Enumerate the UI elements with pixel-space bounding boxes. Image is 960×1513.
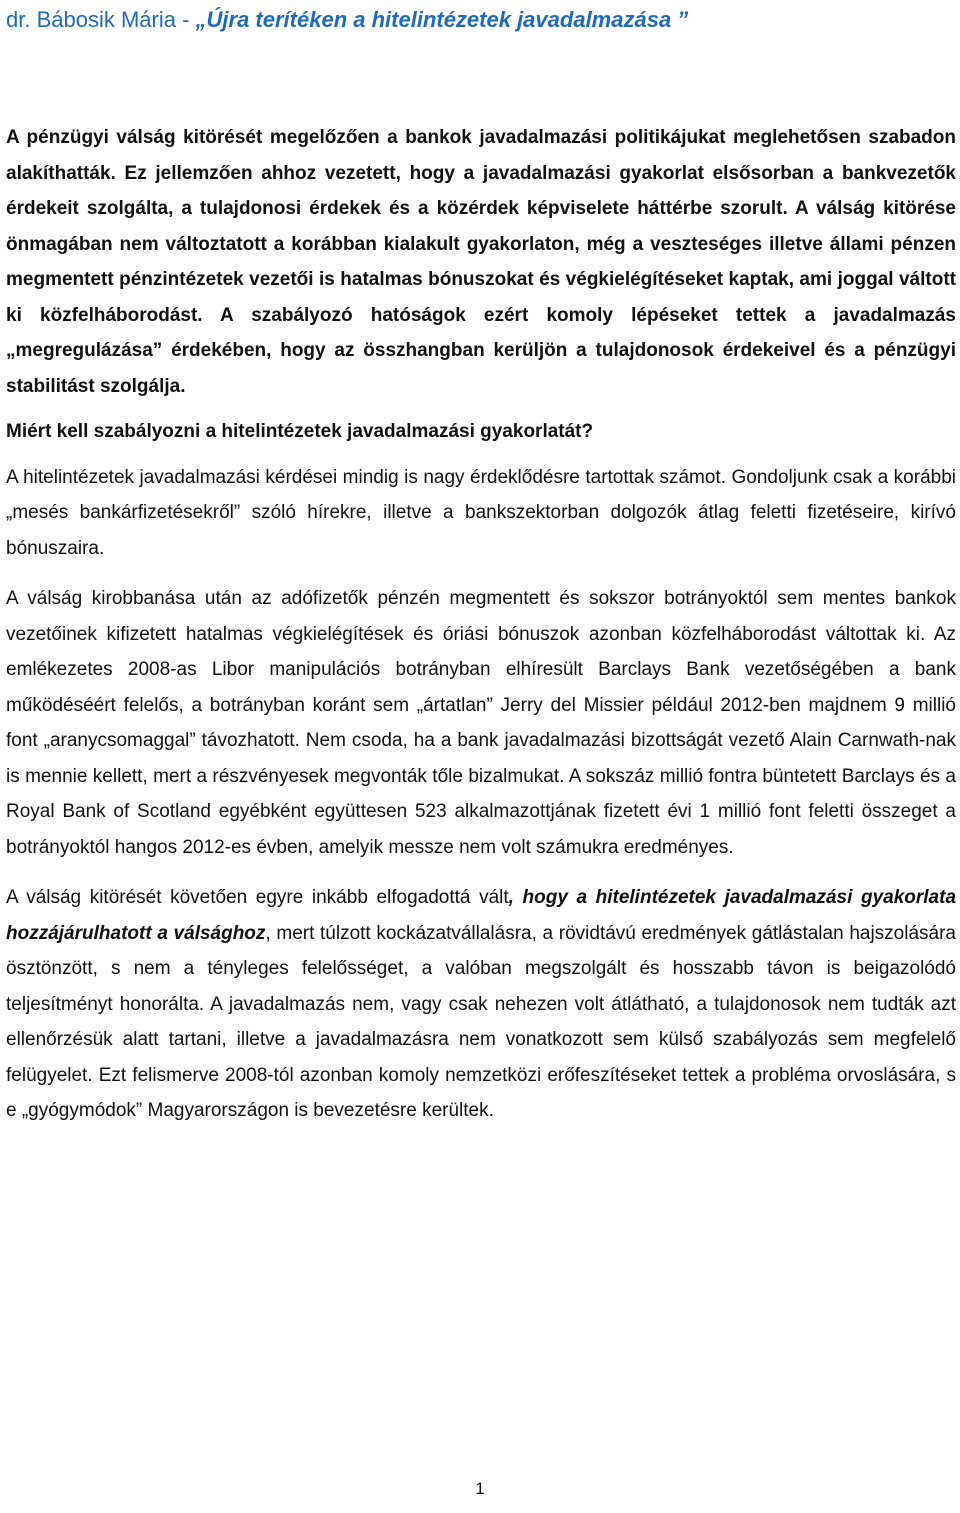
question-heading: Miért kell szabályozni a hitelintézetek javadalmazási gyakorlatát? [6,421,594,442]
paragraph-1: A hitelintézetek javadalmazási kérdései mindig is nagy érdeklődésre tartottak számot. Gondoljunk csak a korábbi „mesés bankárfizetésekről” szóló hírekre, illetve a bankszektorban dolgozók átlag feletti fizetéseire, kirívó bónuszaira. [6,466,956,559]
paragraph-3-end: , mert túlzott kockázatvállalásra, a rövidtávú eredmények gátlástalan hajszolására ösztönzött, s nem a tényleges felelősséget, a valóban megszolgált és hosszabb távon is beigazolódó teljesítményt honorálta. A javadalmazás nem, vagy csak nehezen volt átlátható, a tulajdonosok nem tudták azt ellenőrzésük alatt tartani, illetve a javadalmazásra nem vonatkozott sem külső szabályozás sem megfelelő felügyelet. Ezt felismerve 2008-tól azonban komoly nemzetközi erőfeszítéseket tettek a probléma orvoslására, s e „gyógymódok” Magyarországon is bevezetésre kerültek. [6,922,956,1121]
intro-paragraph: A pénzügyi válság kitörését megelőzően a bankok javadalmazási politikájukat meglehetősen szabadon alakíthatták. Ez jellemzően ahhoz vezetett, hogy a javadalmazási gyakorlat elsősorban a bankvezetők érdekeit szolgálta, a tulajdonosi érdekek és a közérdek képviselete háttérbe szorult. A válság kitörése önmagában nem változtatott a korábban kialakult gyakorlaton, még a veszteséges illetve állami pénzen megmentett pénzintézetek vezetői is hatalmas bónuszokat és végkielégítéseket kaptak, ami joggal váltott ki közfelháborodást. A szabályozó hatóságok ezért komoly lépéseket tettek a javadalmazás „megregulázása” érdekében, hogy az összhangban kerüljön a tulajdonosok érdekeivel és a pénzügyi stabilitást szolgálja. [6,127,956,397]
document-title [6,0,956,34]
page-number: 1 [475,1479,485,1498]
title-author: dr. Bábosik Mária - [6,7,196,32]
paragraph-3-start: A válság kitörését követően egyre inkább elfogadottá vált [6,887,509,908]
document-page [6,0,956,1129]
paragraph-3-emphasis: , hogy a hitelintézetek javadalmazási gyakorlata hozzájárulhatott a válsághoz [6,887,957,944]
paragraph-3 [6,880,956,1129]
paragraph-2: A válság kirobbanása után az adófizetők pénzén megmentett és sokszor botrányoktól sem mentes bankok vezetőinek kifizetett hatalmas végkielégítések és óriási bónuszok azonban közfelháborodást váltottak ki. Az emlékezetes 2008-as Libor manipulációs botrányban elhíresült Barclays Bank vezetőségében a bank működéséért felelős, a botrányban koránt sem „ártatlan” Jerry del Missier például 2012-ben majdnem 9 millió font „aranycsomaggal” távozhatott. Nem csoda, ha a bank javadalmazási bizottságát vezető Alain Carnwath-nak is mennie kellett, mert a részvényesek megvonták tőle bizalmukat. A sokszáz millió fontra büntetett Barclays és a Royal Bank of Scotland egyébként együttesen 523 alkalmazottjának fizetett évi 1 millió font feletti összeget a botrányoktól hangos 2012-es évben, amelyik messze nem volt számukra eredményes. [6,588,956,858]
title-main: „Újra terítéken a hitelintézetek javadalmazása ” [195,7,689,32]
